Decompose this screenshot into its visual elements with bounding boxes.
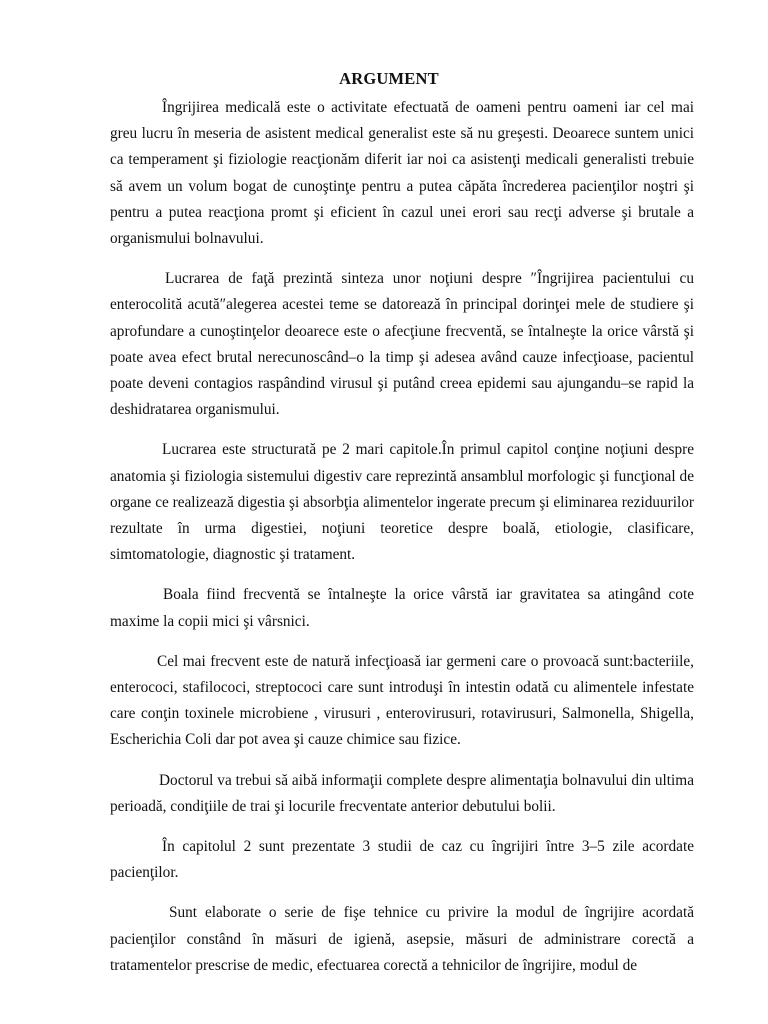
document-title: ARGUMENT [339, 69, 439, 88]
paragraph-intro: Îngrijirea medicală este o activitate efectuată de oameni pentru oameni iar cel mai greu lucru în meseria de asistent medical generalist este să nu greşesti. Deoarece suntem unici ca temperament şi fiziologie reacţionăm diferit iar noi ca asistenţi medicali generalisti trebuie să avem un volum bogat de cunoştinţe pentru a putea căpăta încrederea pacienţilor noştri şi pentru a putea reacţiona promt şi eficient în cazul unei erori sau recţi adverse şi brutale a organismului bolnavului. [110, 99, 694, 248]
paragraph-topic: Lucrarea de faţă prezintă sinteza unor noţiuni despre ″Îngrijirea pacientului cu enterocolită acută″alegerea acestei teme se datorează în principal dorinţei mele de studiere şi aprofundare a cunoştinţelor deoarece este o afecţiune frecventă, se întalneşte la orice vârstă şi poate avea efect brutal nerecunoscând–o la timp şi adesea având cauze infecţioase, pacientul poate deveni contagios raspândind virusul şi putând creea epidemi sau ajungandu–se rapid la deshidratarea organismului. [110, 270, 694, 419]
paragraph-doctor: Doctorul va trebui să aibă informaţii complete despre alimentaţia bolnavului din ultima perioadă, condiţiile de trai şi locurile frecventate anterior debutului bolii. [110, 771, 694, 815]
document-body [110, 95, 694, 979]
paragraph-causes: Cel mai frecvent este de natură infecţioasă iar germeni care o provoacă sunt:bacteriile, enterococi, stafilococi, streptococi care sunt introduşi în intestin odată cu alimentele infestate care conţin toxinele microbiene , virusuri , enterovirusuri, rotavirusuri, Salmonella, Shigella, Escherichia Coli dar pot avea şi cauze chimice sau fizice. [110, 652, 694, 749]
paragraph-technical-sheets: Sunt elaborate o serie de fişe tehnice cu privire la modul de îngrijire acordată pacienţilor constând în măsuri de igienă, asepsie, măsuri de administrare corectă a tratamentelor prescrise de medic, efectuarea corectă a tehnicilor de îngrijire, modul de [110, 904, 694, 974]
paragraph-structure: Lucrarea este structurată pe 2 mari capitole.În primul capitol conţine noţiuni despre anatomia şi fiziologia sistemului digestiv care reprezintă ansamblul morfologic şi funcţional de organe ce realizează digestia şi absorbţia alimentelor ingerate precum şi eliminarea reziduurilor rezultate în urma digestiei, noţiuni teoretice despre boală, etiologie, clasificare, simtomatologie, diagnostic şi tratament. [110, 441, 694, 564]
paragraph-chapter-two: În capitolul 2 sunt prezentate 3 studii de caz cu îngrijiri între 3–5 zile acordate pacienţilor. [110, 838, 694, 882]
paragraph-frequency: Boala fiind frecventă se întalneşte la orice vârstă iar gravitatea sa atingând cote maxime la copii mici şi vârsnici. [110, 586, 694, 630]
